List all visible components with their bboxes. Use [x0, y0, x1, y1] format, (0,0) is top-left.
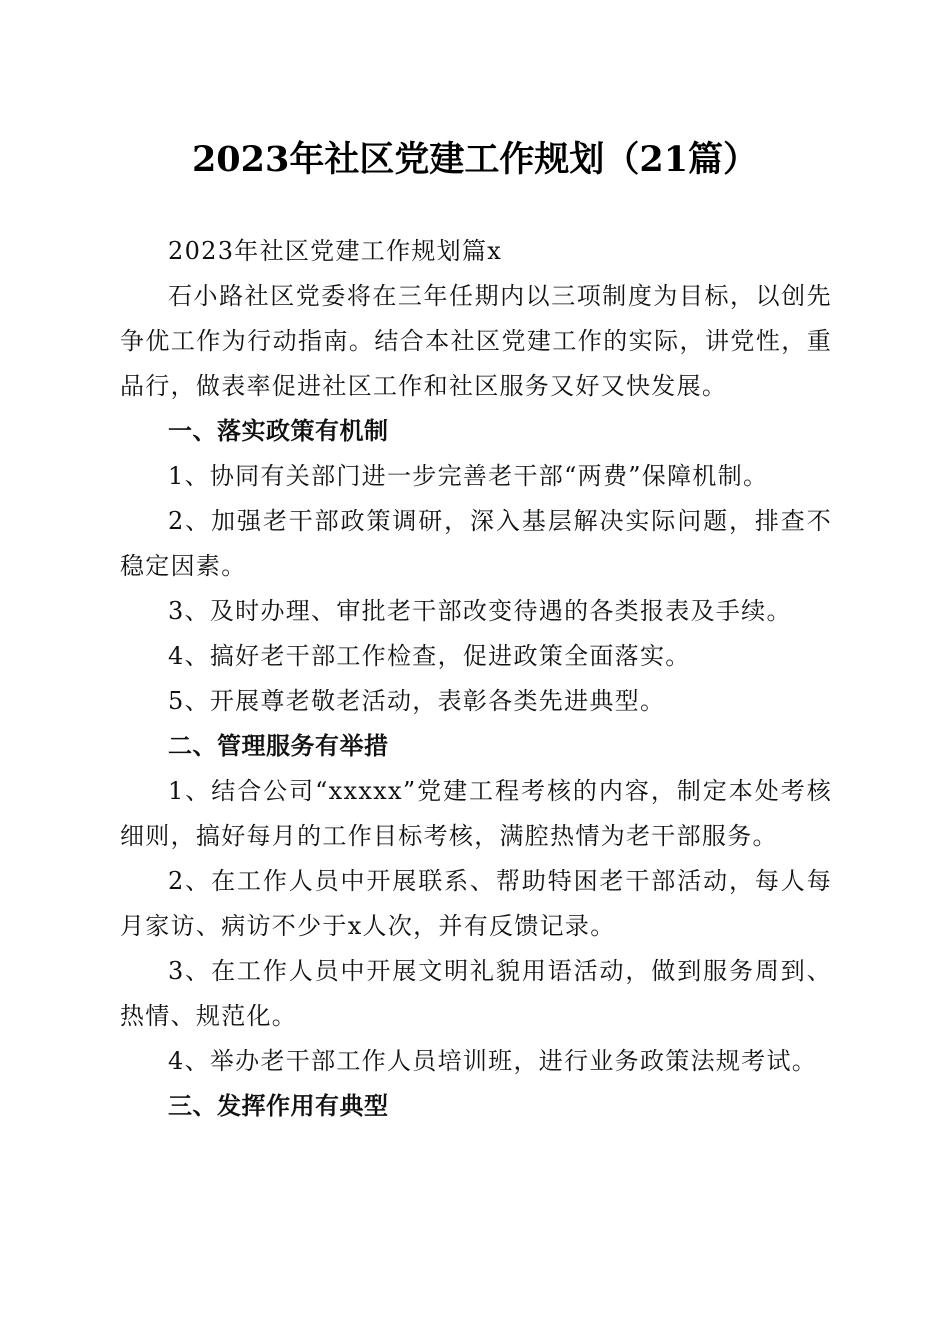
- list-item: 3、及时办理、审批老干部改变待遇的各类报表及手续。: [168, 597, 792, 625]
- list-item: 5、开展尊老敬老活动，表彰各类先进典型。: [168, 687, 666, 715]
- intro-paragraph: 石小路社区党委将在三年任期内以三项制度为目标，以创先争优工作为行动指南。结合本社区党建工作的实际，讲党性，重品行，做表率促进社区工作和社区服务又好又快发展。: [120, 282, 832, 400]
- section-heading: 一、落实政策有机制: [168, 417, 389, 445]
- list-item: 4、举办老干部工作人员培训班，进行业务政策法规考试。: [168, 1047, 818, 1075]
- list-item: 2、在工作人员中开展联系、帮助特困老干部活动，每人每月家访、病访不少于x人次，并有反馈记录。: [120, 867, 832, 940]
- list-item: 4、搞好老干部工作检查，促进政策全面落实。: [168, 642, 691, 670]
- list-item: 1、结合公司“xxxxx”党建工程考核的内容，制定本处考核细则，搞好每月的工作目标考核，满腔热情为老干部服务。: [120, 777, 832, 850]
- section-heading: 三、发挥作用有典型: [168, 1092, 389, 1120]
- document-title: 2023年社区党建工作规划（21篇）: [191, 139, 759, 180]
- document-body: [120, 229, 832, 1129]
- section-heading: 二、管理服务有举措: [168, 732, 389, 760]
- list-item: 2、加强老干部政策调研，深入基层解决实际问题，排查不稳定因素。: [120, 507, 832, 580]
- document-subtitle: 2023年社区党建工作规划篇x: [168, 237, 503, 265]
- list-item: 1、协同有关部门进一步完善老干部“两费”保障机制。: [168, 462, 769, 490]
- list-item: 3、在工作人员中开展文明礼貌用语活动，做到服务周到、热情、规范化。: [120, 957, 832, 1030]
